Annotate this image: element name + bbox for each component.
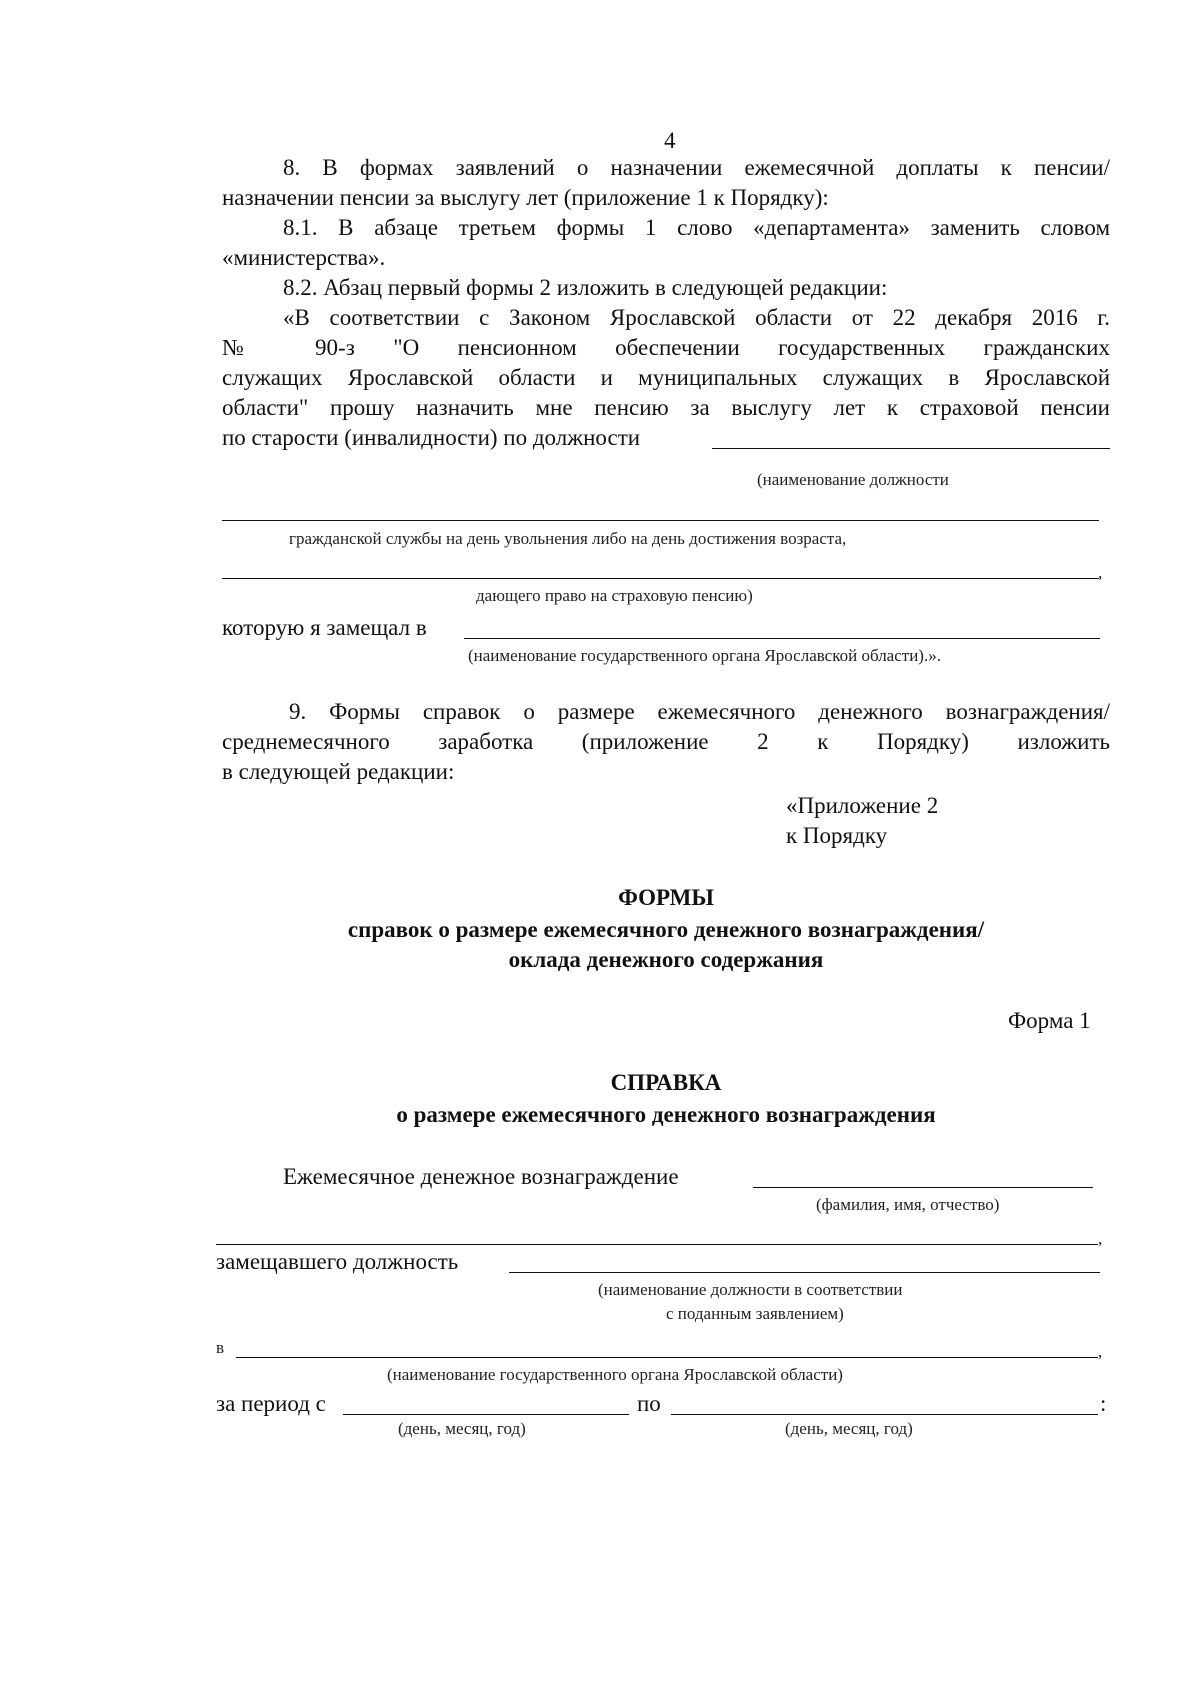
quote-line2: № 90-з "О пенсионном обеспечении государственных гражданских	[222, 335, 1110, 360]
para8-line1: 8. В формах заявлений о назначении ежемесячной доплаты к пенсии/	[283, 155, 1110, 180]
position-blank-line-2[interactable]	[222, 520, 1099, 521]
para9-line3: в следующей редакции:	[222, 759, 455, 784]
period-from-label: за период с	[216, 1391, 326, 1416]
reward-label: Ежемесячное денежное вознаграждение	[283, 1164, 679, 1189]
spravka-subtitle: о размере ежемесячного денежного вознаграждения	[396, 1102, 936, 1127]
date-from-caption: (день, месяц, год)	[398, 1419, 526, 1438]
position-blank-line[interactable]	[712, 448, 1110, 449]
quote-line1: «В соответствии с Законом Ярославской области от 22 декабря 2016 г.	[283, 305, 1110, 330]
forms-subtitle-1: справок о размере ежемесячного денежного вознаграждения/	[347, 917, 985, 942]
page-number: 4	[664, 128, 676, 153]
position-caption-2: с поданным заявлением)	[666, 1304, 844, 1323]
quote-line5: по старости (инвалидности) по должности	[222, 425, 641, 450]
para9-line2: среднемесячного заработка (приложение 2 к Порядку) изложить	[222, 729, 1110, 754]
quote-caption1: (наименование должности	[757, 470, 949, 489]
para81-line2: «министерства».	[222, 245, 386, 270]
in-label: в	[216, 1338, 225, 1357]
fio-blank-line[interactable]	[753, 1187, 1093, 1188]
form1-label: Форма 1	[1008, 1008, 1091, 1033]
organ-blank-line[interactable]	[464, 638, 1100, 639]
colon: :	[1100, 1391, 1107, 1416]
fio-caption: (фамилия, имя, отчество)	[816, 1195, 1000, 1214]
para9-line1: 9. Формы справок о размере ежемесячного денежного вознаграждения/	[289, 699, 1110, 724]
fio-blank-line-2[interactable]	[216, 1244, 1098, 1245]
forms-title: ФОРМЫ	[618, 885, 714, 910]
para81-line1: 8.1. В абзаце третьем формы 1 слово «департамента» заменить словом	[283, 215, 1110, 240]
organ-caption: (наименование государственного органа Ярославской области)	[387, 1365, 843, 1384]
position-caption-1: (наименование должности в соответствии	[598, 1280, 903, 1299]
para82-line1: 8.2. Абзац первый формы 2 изложить в следующей редакции:	[283, 275, 888, 300]
position-label: замещавшего должность	[216, 1249, 459, 1274]
quote-caption3: дающего право на страховую пенсию)	[476, 586, 753, 605]
date-from-line[interactable]	[343, 1414, 629, 1415]
para8-line2: назначении пенсии за выслугу лет (приложение 1 к Порядку):	[222, 185, 829, 210]
quote-caption4: (наименование государственного органа Ярославской области).».	[468, 646, 941, 665]
quote-caption2: гражданской службы на день увольнения либо на день достижения возраста,	[289, 529, 847, 548]
comma-2: ,	[1098, 1229, 1103, 1248]
date-to-line[interactable]	[671, 1414, 1098, 1415]
period-to-label: по	[637, 1391, 661, 1416]
forms-subtitle-2: оклада денежного содержания	[508, 947, 824, 972]
comma-3: ,	[1098, 1342, 1103, 1361]
position-field-line[interactable]	[509, 1272, 1100, 1273]
appendix-line1: «Приложение 2	[786, 793, 939, 818]
quote-line4: области" прошу назначить мне пенсию за выслугу лет к страховой пенсии	[222, 395, 1110, 420]
quote-line3: служащих Ярославской области и муниципальных служащих в Ярославской	[222, 365, 1110, 390]
position-blank-line-3[interactable]	[222, 578, 1099, 579]
spravka-title: СПРАВКА	[610, 1070, 722, 1095]
quote-line6: которую я замещал в	[222, 615, 427, 640]
appendix-line2: к Порядку	[786, 823, 888, 848]
comma-1: ,	[1098, 563, 1103, 582]
organ-field-line[interactable]	[236, 1357, 1098, 1358]
date-to-caption: (день, месяц, год)	[785, 1419, 913, 1438]
